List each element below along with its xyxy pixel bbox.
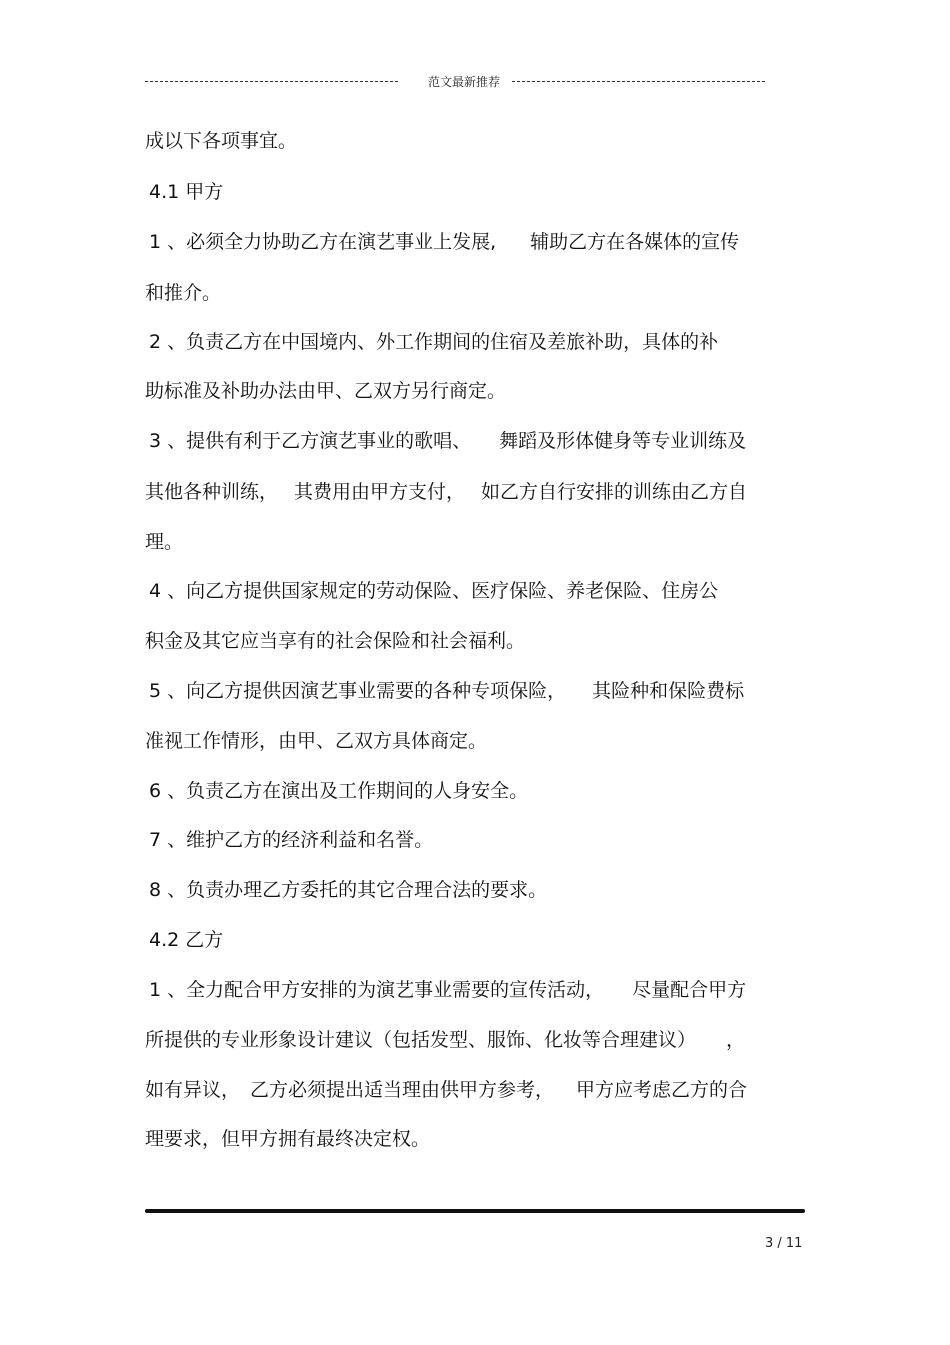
header-title: 范文最新推荐 <box>428 74 501 89</box>
header-dashed-rule-left <box>145 81 398 82</box>
paragraph-line: 7 、维护乙方的经济利益和名誉。 <box>149 829 434 851</box>
text-segment: 其费用由甲方支付， <box>294 481 466 503</box>
footer-rule <box>145 1209 805 1213</box>
paragraph-line: 和推介。 <box>145 282 222 304</box>
paragraph-line <box>149 679 744 703</box>
paragraph-line: 6 、负责乙方在演出及工作期间的人身安全。 <box>149 780 529 802</box>
text-segment: 其他各种训练， <box>145 481 279 503</box>
paragraph-line: 准视工作情形，由甲、乙双方具体商定。 <box>145 730 488 752</box>
paragraph-line <box>145 1078 747 1102</box>
paragraph-line <box>149 978 746 1002</box>
text-segment: 舞蹈及形体健身等专业训练及 <box>499 430 747 452</box>
section-heading-4-2: 4.2 乙方 <box>149 929 224 951</box>
text-segment: 甲方应考虑乙方的合 <box>576 1079 748 1101</box>
text-segment: ， <box>726 1029 746 1051</box>
text-segment: 1 、必须全力协助乙方在演艺事业上发展, <box>149 231 497 253</box>
page-header <box>145 70 765 92</box>
text-segment: 所提供的专业形象设计建议（包括发型、服饰、化妆等合理建议） <box>145 1029 697 1051</box>
paragraph-line: 成以下各项事宜。 <box>145 130 298 152</box>
paragraph-line: 积金及其它应当享有的社会保险和社会福利。 <box>145 630 526 652</box>
paragraph-line: 4 、向乙方提供国家规定的劳动保险、医疗保险、养老保险、住房公 <box>149 580 719 602</box>
text-segment: 3 、提供有利于乙方演艺事业的歌唱、 <box>149 430 472 452</box>
page-number: 3 / 11 <box>765 1236 803 1251</box>
paragraph-line <box>149 230 739 254</box>
text-segment: 乙方必须提出适当理由供甲方参考， <box>250 1079 555 1101</box>
text-segment: 辅助乙方在各媒体的宣传 <box>530 231 740 253</box>
text-segment: 如乙方自行安排的训练由乙方自 <box>481 481 748 503</box>
paragraph-line: 8 、负责办理乙方委托的其它合理合法的要求。 <box>149 879 548 901</box>
section-heading-4-1: 4.1 甲方 <box>149 181 224 203</box>
text-segment: 5 、向乙方提供因演艺事业需要的各种专项保险， <box>149 680 567 702</box>
paragraph-line: 理。 <box>145 531 184 553</box>
paragraph-line <box>145 480 747 504</box>
text-segment: 1 、全力配合甲方安排的为演艺事业需要的宣传活动， <box>149 979 605 1001</box>
paragraph-line <box>145 1028 745 1052</box>
paragraph-line: 2 、负责乙方在中国境内、外工作期间的住宿及差旅补助，具体的补 <box>149 331 719 353</box>
text-segment: 尽量配合甲方 <box>632 979 747 1001</box>
paragraph-line <box>149 429 746 453</box>
paragraph-line: 理要求，但甲方拥有最终决定权。 <box>145 1128 431 1150</box>
text-segment: 其险种和保险费标 <box>592 680 745 702</box>
header-dashed-rule-right <box>512 81 765 82</box>
paragraph-line: 助标准及补助办法由甲、乙双方另行商定。 <box>145 380 507 402</box>
text-segment: 如有异议， <box>145 1079 241 1101</box>
